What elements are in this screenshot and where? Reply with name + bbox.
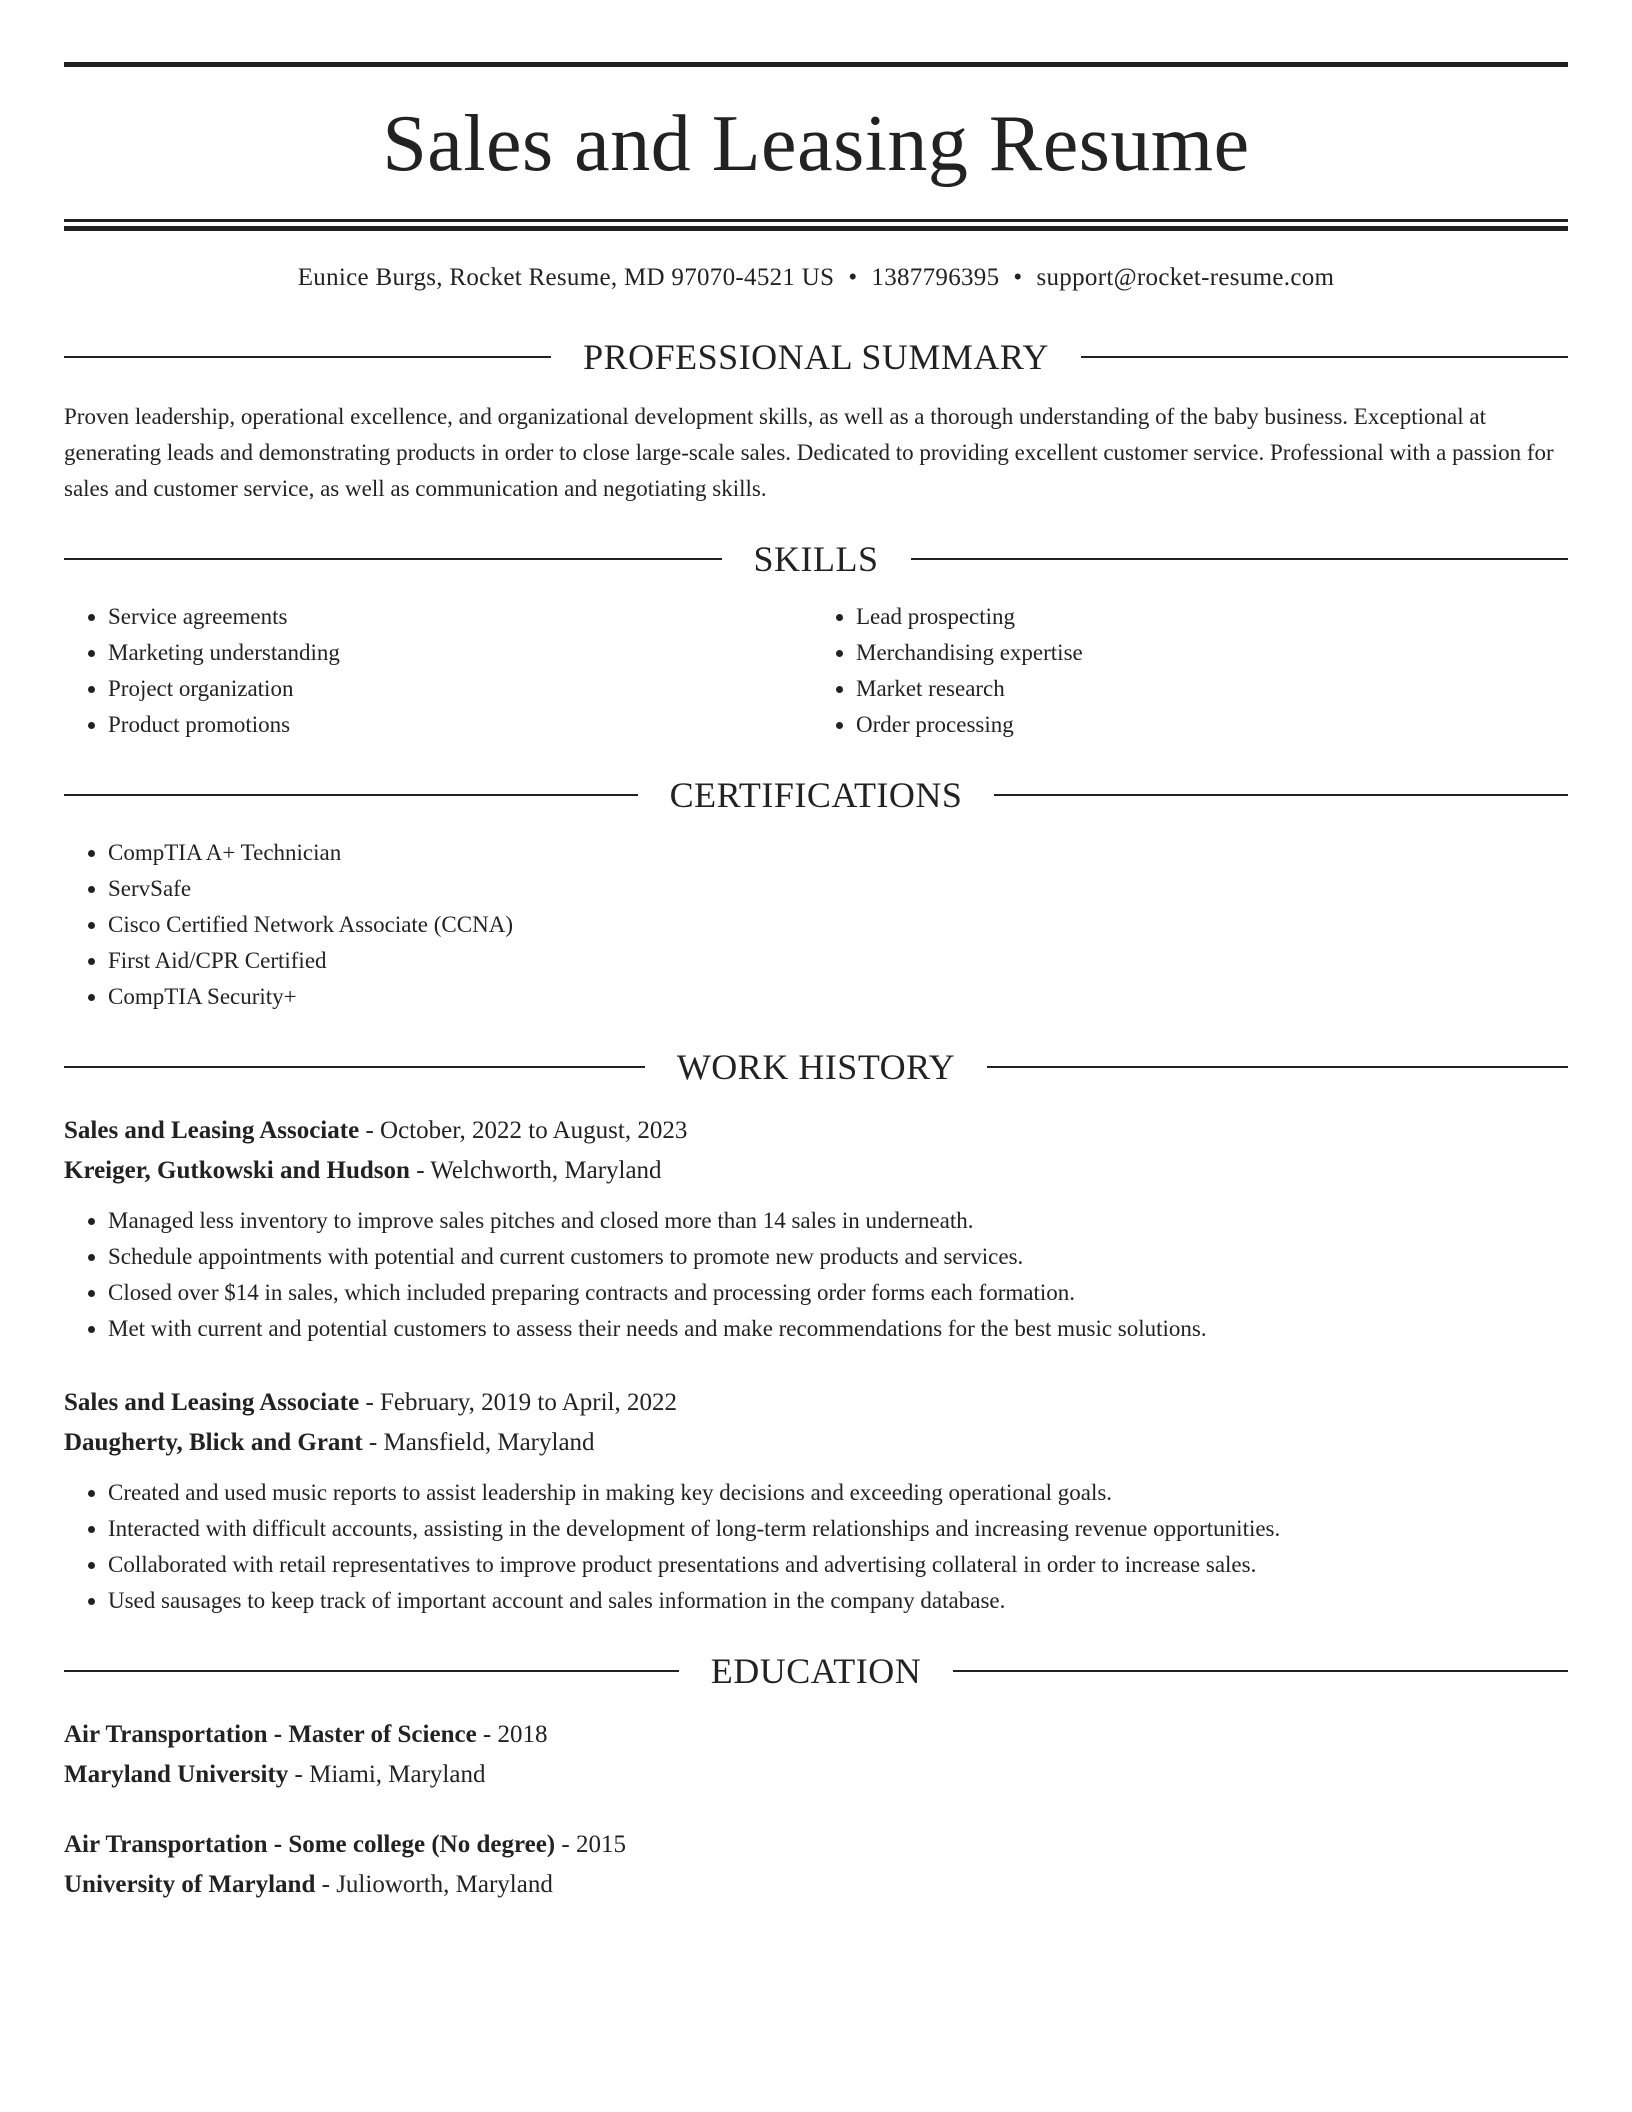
section-rule: [64, 558, 722, 560]
job-company: Daugherty, Blick and Grant: [64, 1429, 363, 1456]
education-degree-line: [64, 1715, 1568, 1755]
job-bullets: [64, 1475, 1568, 1619]
skills-list: [64, 599, 1568, 743]
job-dates: - February, 2019 to April, 2022: [359, 1389, 677, 1416]
education-school-line: [64, 1755, 1568, 1795]
section-header-certifications: [64, 777, 1568, 813]
section-rule: [953, 1670, 1568, 1672]
section-title-work: WORK HISTORY: [676, 1047, 956, 1087]
job-location: - Mansfield, Maryland: [362, 1429, 595, 1456]
section-rule: [994, 794, 1568, 796]
skill-item: • Order processing: [856, 707, 1568, 743]
section-header-education: [64, 1653, 1568, 1689]
skill-item: • Product promotions: [108, 707, 816, 743]
job-location: - Welchworth, Maryland: [409, 1157, 662, 1184]
section-rule: [987, 1066, 1568, 1068]
top-rule: [64, 62, 1568, 67]
section-title-education: EDUCATION: [710, 1651, 922, 1691]
education-degree: Air Transportation - Some college (No degree): [64, 1831, 556, 1858]
section-title-summary: PROFESSIONAL SUMMARY: [583, 337, 1049, 377]
job-entry: [64, 1383, 1568, 1619]
job-bullet: • Met with current and potential customers to assess their needs and make recommendations for the best music solutions.: [108, 1311, 1568, 1347]
section-title-skills: SKILLS: [753, 539, 879, 579]
skills-column-left: [64, 599, 816, 743]
job-dates: - October, 2022 to August, 2023: [359, 1117, 688, 1144]
job-bullet: • Collaborated with retail representatives to improve product presentations and advertising collateral in order to increase sales.: [108, 1547, 1568, 1583]
job-bullet: • Closed over $14 in sales, which included preparing contracts and processing order forms each formation.: [108, 1275, 1568, 1311]
job-bullet: • Created and used music reports to assist leadership in making key decisions and exceeding operational goals.: [108, 1475, 1568, 1511]
certification-item: • ServSafe: [108, 871, 1568, 907]
education-school-line: [64, 1865, 1568, 1905]
certification-item: • CompTIA Security+: [108, 979, 1568, 1015]
job-entry: [64, 1111, 1568, 1347]
section-title-certifications: CERTIFICATIONS: [669, 775, 963, 815]
section-rule: [64, 356, 551, 358]
section-rule: [64, 1670, 679, 1672]
education-entry: [64, 1715, 1568, 1795]
education-entry: [64, 1825, 1568, 1905]
education-year: - 2018: [476, 1721, 548, 1748]
contact-separator: •: [1013, 264, 1023, 291]
education-location: - Miami, Maryland: [288, 1761, 486, 1788]
job-bullet: • Schedule appointments with potential and current customers to promote new products and services.: [108, 1239, 1568, 1275]
job-title: Sales and Leasing Associate: [64, 1117, 360, 1144]
contact-email: support@rocket-resume.com: [1036, 264, 1335, 291]
skill-item: • Market research: [856, 671, 1568, 707]
contact-phone: 1387796395: [871, 264, 1000, 291]
skills-column-right: [816, 599, 1568, 743]
page-title: Sales and Leasing Resume: [382, 100, 1250, 188]
job-bullets: [64, 1203, 1568, 1347]
contact-separator: •: [848, 264, 858, 291]
education-location: - Julioworth, Maryland: [315, 1871, 553, 1898]
section-header-summary: [64, 339, 1568, 375]
job-title-line: [64, 1111, 1568, 1151]
education-school: Maryland University: [64, 1761, 289, 1788]
title-double-rule: [64, 219, 1568, 231]
section-rule: [64, 1066, 645, 1068]
job-company: Kreiger, Gutkowski and Hudson: [64, 1157, 410, 1184]
skill-item: • Project organization: [108, 671, 816, 707]
contact-address: Eunice Burgs, Rocket Resume, MD 97070-4521 US: [297, 264, 835, 291]
job-bullet: • Managed less inventory to improve sales pitches and closed more than 14 sales in underneath.: [108, 1203, 1568, 1239]
job-company-line: [64, 1423, 1568, 1463]
job-company-line: [64, 1151, 1568, 1191]
skill-item: • Lead prospecting: [856, 599, 1568, 635]
certification-item: • First Aid/CPR Certified: [108, 943, 1568, 979]
job-title: Sales and Leasing Associate: [64, 1389, 360, 1416]
certification-item: • Cisco Certified Network Associate (CCNA): [108, 907, 1568, 943]
summary-text: Proven leadership, operational excellence, and organizational development skills, as well as a thorough understanding of the baby business. Exceptional at generating leads and demonstrating products in order to close large-scale sales. Dedicated to providing excellent customer service. Professional with a passion for sales and customer service, as well as communication and negotiating skills.: [64, 404, 1554, 501]
section-rule: [1081, 356, 1568, 358]
skill-item: • Marketing understanding: [108, 635, 816, 671]
job-title-line: [64, 1383, 1568, 1423]
education-degree-line: [64, 1825, 1568, 1865]
section-header-skills: [64, 541, 1568, 577]
education-year: - 2015: [555, 1831, 626, 1858]
contact-line: [64, 265, 1568, 290]
job-bullet: • Used sausages to keep track of important account and sales information in the company database.: [108, 1583, 1568, 1619]
job-bullet: • Interacted with difficult accounts, assisting in the development of long-term relationships and increasing revenue opportunities.: [108, 1511, 1568, 1547]
section-rule: [64, 794, 638, 796]
skill-item: • Merchandising expertise: [856, 635, 1568, 671]
certifications-list: [64, 835, 1568, 1015]
section-header-work: [64, 1049, 1568, 1085]
skill-item: • Service agreements: [108, 599, 816, 635]
education-degree: Air Transportation - Master of Science: [64, 1721, 477, 1748]
education-school: University of Maryland: [64, 1871, 316, 1898]
section-rule: [911, 558, 1569, 560]
certification-item: • CompTIA A+ Technician: [108, 835, 1568, 871]
